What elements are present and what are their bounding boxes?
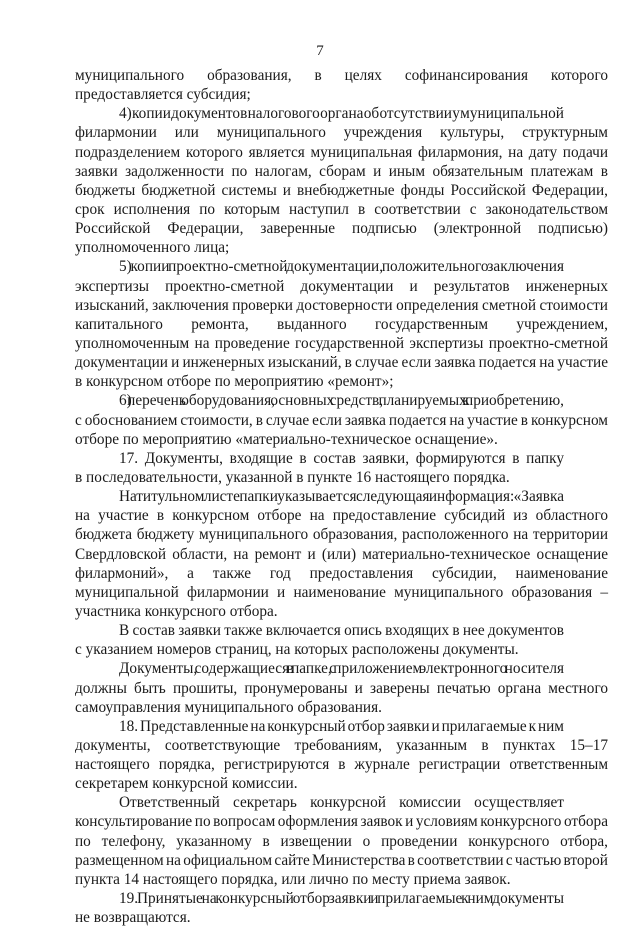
text-line: изысканий, заключения проверки достоверности определения сметной стоимости xyxy=(75,296,608,314)
paragraph-folder-docs xyxy=(75,659,608,716)
text-line: пункта 14 настоящего порядка, или лично по месту приема заявок. xyxy=(75,870,511,888)
text-line: 18. Представленные на конкурсный отбор заявки и прилагаемые к ним xyxy=(119,717,564,735)
text-line: капитального ремонта, выданного государственным учреждением, xyxy=(75,315,608,333)
text-line: В состав заявки также включается опись входящих в нее документов xyxy=(119,622,564,640)
text-line: филармонии или муниципального учреждения культуры, структурным xyxy=(75,124,608,142)
paragraph-item-5 xyxy=(75,257,608,391)
text-line: по телефону, указанному в извещении о проведении конкурсного отбора, xyxy=(75,832,608,850)
text-line: в конкурсном отборе по мероприятию «ремонт»; xyxy=(75,373,394,391)
text-line: 6) перечень оборудования, основных средств, планируемых к приобретению, xyxy=(119,392,564,410)
text-line: с указанием номеров страниц, на которых расположены документы. xyxy=(75,641,519,659)
paragraph-item-4 xyxy=(75,104,608,257)
text-line: уполномоченным на проведение государственной экспертизы проектно-сметной xyxy=(75,334,608,352)
paragraph-clause-17 xyxy=(75,449,608,487)
text-line: подразделением которого является муниципальная филармония, на дату подачи xyxy=(75,143,608,161)
paragraph-title-sheet xyxy=(75,487,608,621)
text-line: бюджеты бюджетной системы и внебюджетные фонды Российской Федерации, xyxy=(75,181,608,199)
text-line: в последовательности, указанной в пункте 16 настоящего порядка. xyxy=(75,468,510,486)
text-line: муниципальной филармонии и наименование муниципального образования – xyxy=(75,583,608,601)
text-line: филармоний», а также год предоставления субсидии, наименование xyxy=(75,564,608,582)
text-line: заявки задолженности по налогам, сборам и иным обязательным платежам в xyxy=(75,162,608,180)
text-line: 4) копии документов налогового органа об отсутствии у муниципальной xyxy=(119,105,564,123)
text-line: бюджета бюджету муниципального образования, расположенного на территории xyxy=(75,526,608,544)
paragraph-inventory xyxy=(75,621,608,659)
paragraph-p-cont xyxy=(75,66,608,104)
text-line: самоуправления муниципального образования. xyxy=(75,698,382,716)
text-line: срок исполнения по которым наступил в соответствии с законодательством xyxy=(75,200,608,218)
text-line: 19. Принятые на конкурсный отбор заявки и прилагаемые к ним документы xyxy=(119,890,564,908)
text-line: участника конкурсного отбора. xyxy=(75,602,278,620)
text-line: На титульном листе папки указывается следующая информация: «Заявка xyxy=(119,488,564,506)
page-number: 7 xyxy=(316,43,324,59)
text-line: размещенном на официальном сайте Министерства в соответствии с частью второй xyxy=(75,851,608,869)
text-line: должны быть прошиты, пронумерованы и заверены печатью органа местного xyxy=(75,679,608,697)
text-line: с обоснованием стоимости, в случае если заявка подается на участие в конкурсном xyxy=(75,411,608,429)
text-line: консультирование по вопросам оформления заявок и условиям конкурсного отбора xyxy=(75,813,608,831)
text-line: документы, соответствующие требованиям, указанным в пунктах 15–17 xyxy=(75,736,608,754)
text-line: отборе по мероприятию «материально-техническое оснащение». xyxy=(75,430,498,448)
text-line: 5) копии проектно-сметной документации, положительного заключения xyxy=(119,258,564,276)
text-line: экспертизы проектно-сметной документации и результатов инженерных xyxy=(75,277,608,295)
text-line: секретарем конкурсной комиссии. xyxy=(75,775,298,793)
text-line: документации и инженерных изысканий, в случае если заявка подается на участие xyxy=(75,354,608,372)
text-line: настоящего порядка, регистрируются в журнале регистрации ответственным xyxy=(75,756,608,774)
text-line: Российской Федерации, заверенные подписью (электронной подписью) xyxy=(75,220,608,238)
text-line: Документы, содержащиеся в папке, с приложением электронного носителя xyxy=(119,660,564,678)
text-line: уполномоченного лица; xyxy=(75,239,230,257)
paragraph-item-6 xyxy=(75,391,608,448)
text-line: предоставляется субсидия; xyxy=(75,86,251,104)
text-line: 17. Документы, входящие в состав заявки, формируются в папку xyxy=(119,449,564,467)
text-line: Ответственный секретарь конкурсной комиссии осуществляет xyxy=(119,794,564,812)
text-line: Свердловской области, на ремонт и (или) материально-техническое оснащение xyxy=(75,545,608,563)
document-body xyxy=(75,66,608,927)
paragraph-clause-18 xyxy=(75,717,608,794)
text-line: муниципального образования, в целях софинансирования которого xyxy=(75,67,608,84)
paragraph-secretary xyxy=(75,793,608,889)
text-line: на участие в конкурсном отборе на предоставление субсидий из областного xyxy=(75,507,608,525)
text-line: не возвращаются. xyxy=(75,909,191,927)
paragraph-clause-19 xyxy=(75,889,608,927)
